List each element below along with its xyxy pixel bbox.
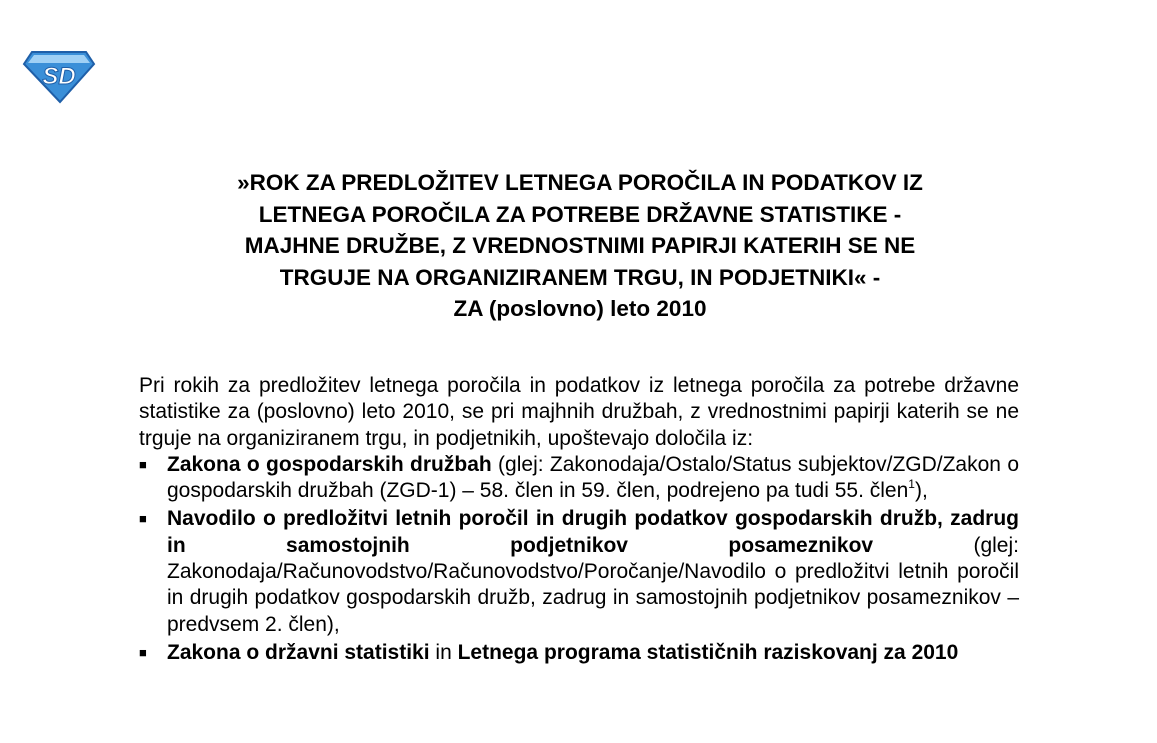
law-name: Zakona o državni statistiki [167,640,430,664]
law-name: Zakona o gospodarskih družbah [167,452,492,476]
list-item [139,640,1019,666]
title-line: MAJHNE DRUŽBE, Z VREDNOSTNIMI PAPIRJI KATERIH SE NE [244,233,916,258]
title-line: »ROK ZA PREDLOŽITEV LETNEGA POROČILA IN PODATKOV IZ [237,170,923,195]
law-connector: in [429,640,458,664]
law-reference: (glej: Zakonodaja/Ostalo/Status subjektov/ZGD/Zakon o gospodarskih družbah (ZGD-1) – 58. člen in 59. člen, podrejeno pa tudi 55. člen [167,452,1019,503]
list-item [139,452,1019,505]
bullet-icon: ■ [139,644,147,660]
title-line: TRGUJE NA ORGANIZIRANEM TRGU, IN PODJETNIKI« - [279,264,881,290]
title-line: LETNEGA POROČILA ZA POTREBE DRŽAVNE STATISTIKE - [258,201,902,227]
program-name: Letnega programa statističnih raziskovanj za 2010 [457,640,959,664]
logo-highlight [28,55,90,63]
regulation-list [139,452,1019,666]
bullet-icon: ■ [139,456,147,472]
intro-paragraph: Pri rokih za predložitev letnega poročila in podatkov iz letnega poročila za potrebe državne statistike za (poslovno) leto 2010, se pri majhnih družbah, z vrednostnimi papirji katerih se ne trguje na organiziranem trgu, in podjetnikih, upoštevajo določila iz: [139,374,1019,450]
document-title [140,167,1020,325]
title-line: ZA (poslovno) leto 2010 [453,296,707,321]
law-reference-tail: ), [914,479,928,503]
bullet-icon: ■ [139,511,147,527]
list-item [139,506,1019,637]
document-body [139,373,1019,668]
law-reference: (glej: Zakonodaja/Računovodstvo/Računovodstvo/Poročanje/Navodilo o predložitvi letnih poročil in drugih podatkov gospodarskih družb, zadrug in samostojnih podjetnikov posameznikov – predvsem 2. člen), [167,533,1019,636]
logo-text: SD [42,63,76,90]
sd-logo [22,50,96,104]
law-name: Navodilo o predložitvi letnih poročil in drugih podatkov gospodarskih družb, zadrug in samostojnih podjetnikov posameznikov [167,507,1019,557]
footnote-ref[interactable]: 1 [908,477,915,492]
